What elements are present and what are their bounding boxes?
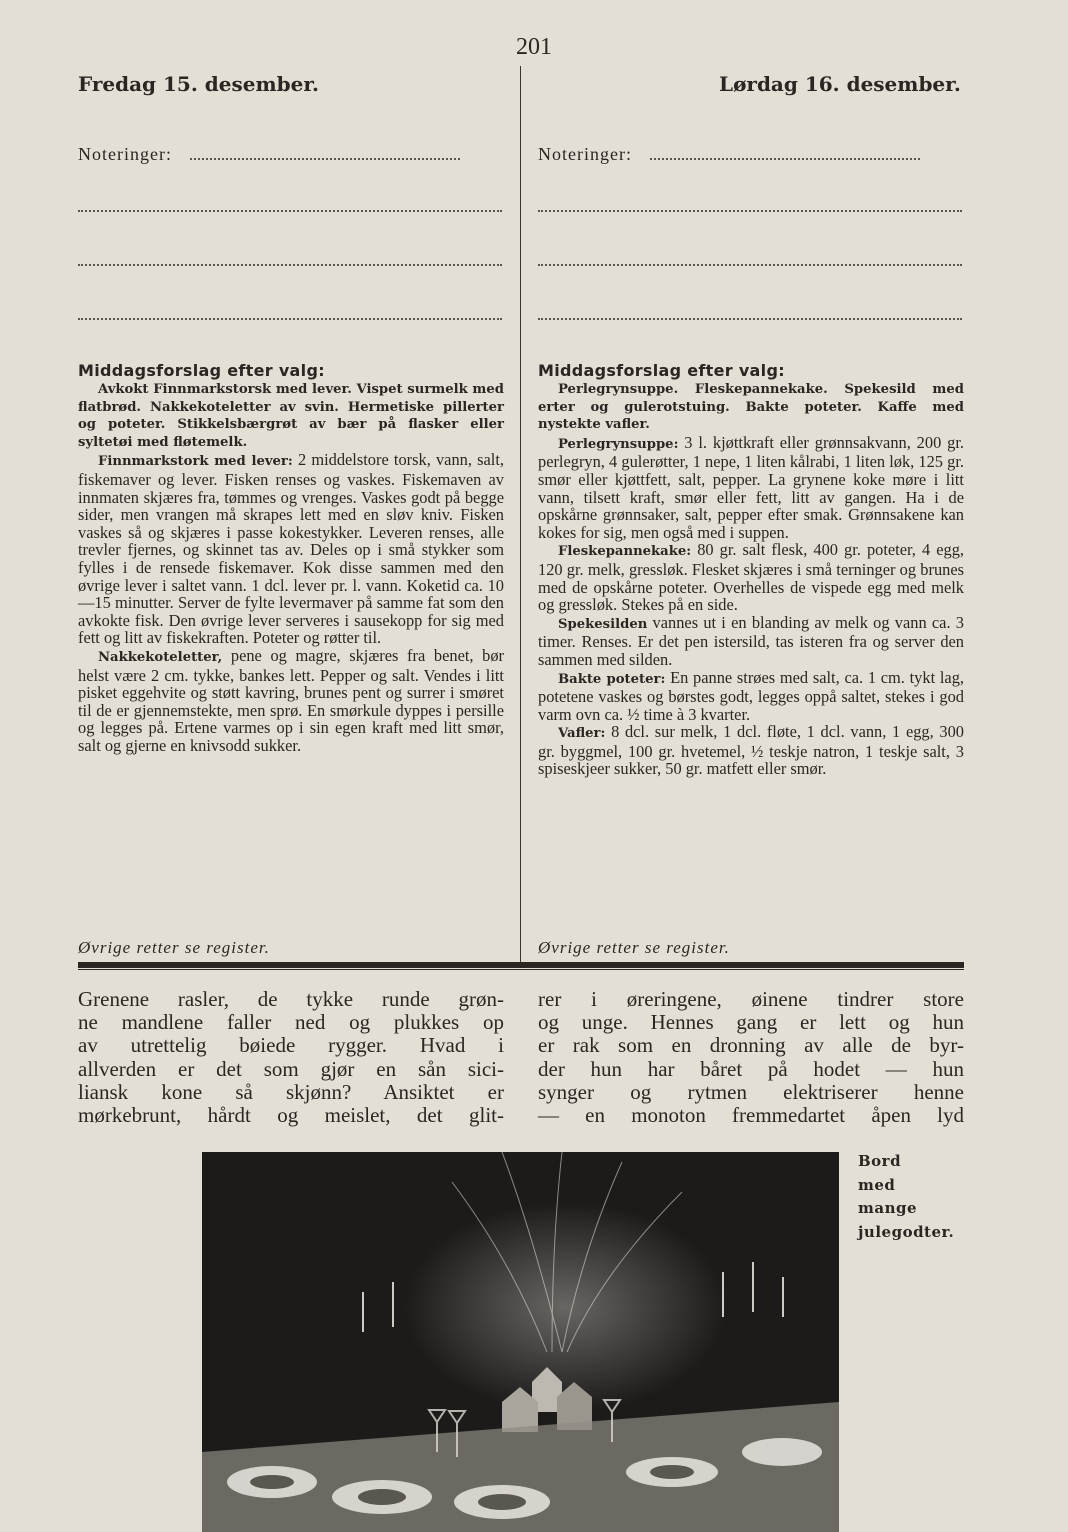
notes-line-left-1 bbox=[78, 144, 504, 164]
recipe-text: pene og magre, skjæres fra benet, bør helst være 2 cm. tykke, bankes lett. Pepper og salt. Vendes i litt pisket eggehvite og støtt kavring, brunes pent og surrer i smøret til de er gjennemstekte, men sprø. En smørkule dyppes i persille og legges på. Ertene varmes op i sin egen kraft med litt smør, salt og gjerne en knivsodd sukker. bbox=[78, 645, 504, 755]
recipe-title: Vafler: bbox=[558, 726, 606, 742]
recipe-text: En panne strøes med salt, ca. 1 cm. tykt lag, potetene vaskes og børstes godt, legges oppå saltet, stekes i god varm ovn ca. ½ time à 3 kvarter. bbox=[538, 667, 964, 724]
recipe-text: 80 gr. salt flesk, 400 gr. poteter, 4 egg, 120 gr. melk, gressløk. Flesket skjæres i små terninger og brunes med de opskårne poteter. Overhelles de vispede egg med melk og gressløk. Stekes på en side. bbox=[538, 540, 964, 615]
recipe-paragraph bbox=[538, 723, 964, 778]
section-rule bbox=[78, 962, 964, 968]
story-line: der hun har båret på hodet — hun bbox=[538, 1056, 964, 1081]
story-text-left bbox=[78, 988, 504, 1127]
story-line: av utrettelig bøiede rygger. Hvad i bbox=[78, 1033, 504, 1058]
notes-line-right-2 bbox=[538, 196, 964, 216]
menu-summary-right: Perlegrynsuppe. Fleskepannekake. Spekesild med erter og gulerotstuing. Bakte poteter. Kaffe med nystekte vafler. bbox=[538, 382, 964, 433]
recipe-paragraph bbox=[538, 614, 964, 669]
notes-line-left-4 bbox=[78, 304, 504, 324]
photo-caption bbox=[858, 1150, 954, 1244]
notes-line-right-3 bbox=[538, 250, 964, 270]
story-line: mørkebrunt, hårdt og meislet, det glit- bbox=[78, 1103, 504, 1128]
christmas-table-photo bbox=[202, 1152, 839, 1532]
recipe-title: Fleskepannekake: bbox=[558, 544, 692, 560]
recipe-title: Finnmarkstork med lever: bbox=[98, 454, 293, 470]
recipe-paragraph bbox=[78, 647, 504, 755]
caption-line: med bbox=[858, 1175, 896, 1194]
recipe-title: Nakkekoteletter, bbox=[98, 649, 223, 665]
recipe-paragraph bbox=[538, 434, 964, 542]
menu-heading-right: Middagsforslag efter valg: bbox=[538, 361, 785, 380]
day-title-saturday: Lørdag 16. desember. bbox=[719, 72, 961, 96]
dotted-line bbox=[78, 306, 502, 320]
menu-summary-left: Avkokt Finnmarkstorsk med lever. Vispet surmelk med flatbrød. Nakkekoteletter av svin. Hermetiske pillerter og poteter. Stikkelsbærgrøt av bær på flasker eller syltetøi med fløtemelk. bbox=[78, 382, 504, 450]
column-divider bbox=[520, 66, 521, 963]
recipe-text: 8 dcl. sur melk, 1 dcl. fløte, 1 dcl. vann, 1 egg, 300 gr. byggmel, 100 gr. hvetemel, ½ teskje natron, 1 teskje salt, 3 spiseskjeer sukker, 50 gr. matfett eller smør. bbox=[538, 722, 964, 779]
story-line: allverden er det som gjør en sån sici- bbox=[78, 1056, 504, 1081]
recipe-right bbox=[538, 381, 964, 778]
recipe-title: Spekesilden bbox=[558, 616, 648, 632]
story-line: ne mandlene faller ned og plukkes op bbox=[78, 1010, 504, 1035]
section-rule-thin bbox=[78, 969, 964, 970]
story-line: er rak som en dronning av alle de byr- bbox=[538, 1033, 964, 1058]
story-line: synger og rytmen elektriserer henne bbox=[538, 1079, 964, 1104]
dotted-line bbox=[538, 252, 962, 266]
notes-line-left-3 bbox=[78, 250, 504, 270]
dotted-line bbox=[78, 252, 502, 266]
dotted-line bbox=[538, 306, 962, 320]
dotted-line bbox=[650, 146, 920, 160]
story-line: og unge. Hennes gang er lett og hun bbox=[538, 1010, 964, 1035]
notes-line-left-2 bbox=[78, 196, 504, 216]
dotted-line bbox=[538, 198, 962, 212]
recipe-paragraph bbox=[538, 541, 964, 613]
caption-line: julegodter. bbox=[858, 1222, 955, 1241]
menu-heading-left: Middagsforslag efter valg: bbox=[78, 361, 325, 380]
page-number: 201 bbox=[516, 34, 552, 60]
recipe-text: vannes ut i en blanding av melk og vann ca. 3 timer. Renses. Er det pen istersild, tas isteren fra og server den sammen med silden. bbox=[538, 612, 964, 669]
story-text-right bbox=[538, 988, 964, 1127]
recipe-paragraph bbox=[78, 451, 504, 647]
notes-line-right-1 bbox=[538, 144, 964, 164]
recipe-text: 2 middelstore torsk, vann, salt, fiskemaver og lever. Fisken renses og vaskes. Fiskemaven av innmaten skjæres fra, tømmes og vrenges. Vaskes godt på begge sider, men vrangen må skrapes lett med en sløv kniv. Fisken vaskes så og skjæres i passe kokestykker. Leveren renses, alle trevler fjernes, og skinnet tas av. Deles op i små stykker som fylles i de rensede fiskemaver. Kok disse sammen med den øvrige lever i saltet vann. 1 dcl. lever pr. l. vann. Koketid ca. 10—15 minutter. Server de fylte levermaver på samme fat som den avkokte fisk. Den øvrige lever serveres i sausekopp for sig med fett og litt av fiskekraften. Poteter og røtter til. bbox=[78, 450, 505, 648]
dotted-line bbox=[190, 146, 460, 160]
caption-line: Bord bbox=[858, 1152, 902, 1170]
register-note-left: Øvrige retter se register. bbox=[78, 938, 270, 957]
story-line: liansk kone så skjønn? Ansiktet er bbox=[78, 1079, 504, 1104]
photo-illustration bbox=[202, 1152, 839, 1532]
recipe-paragraph bbox=[538, 669, 964, 724]
notes-label-left: Noteringer: bbox=[78, 144, 172, 164]
dotted-line bbox=[78, 198, 502, 212]
story-line: rer i øreringene, øinene tindrer store bbox=[538, 987, 964, 1011]
recipe-title: Bakte poteter: bbox=[558, 671, 666, 687]
register-note-right: Øvrige retter se register. bbox=[538, 938, 730, 957]
day-title-friday: Fredag 15. desember. bbox=[78, 72, 319, 96]
recipe-text: 3 l. kjøttkraft eller grønnsakvann, 200 gr. perlegryn, 4 gulerøtter, 1 nepe, 1 liten kålrabi, 1 liten løk, 125 gr. smør eller kjøttfett, salt, pepper. La grynene koke møre i litt vann, tilsett kraft, smør eller fett, litt av gangen. Ha i de opskårne grønnsaker, salt, pepper efter smak. Grønnsakene kan kokes for sig, men også med i suppen. bbox=[538, 432, 964, 542]
notes-label-right: Noteringer: bbox=[538, 144, 632, 164]
caption-line: mange bbox=[858, 1199, 918, 1217]
recipe-title: Perlegrynsuppe: bbox=[558, 436, 679, 452]
story-line: Grenene rasler, de tykke runde grøn- bbox=[78, 987, 504, 1011]
story-line: — en monoton fremmedartet åpen lyd bbox=[538, 1103, 964, 1128]
notes-line-right-4 bbox=[538, 304, 964, 324]
recipe-left bbox=[78, 381, 504, 754]
